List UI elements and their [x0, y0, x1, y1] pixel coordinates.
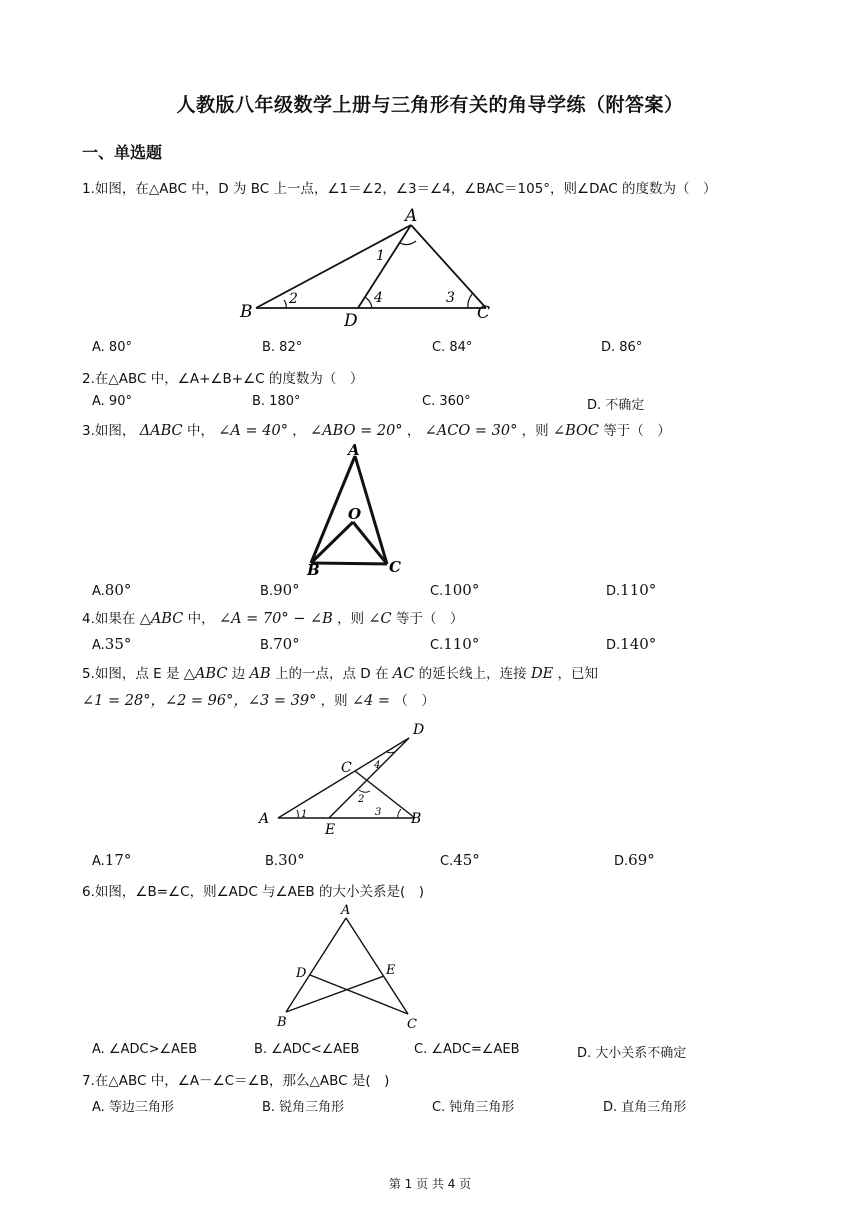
- fig1-label-4: 4: [374, 290, 383, 306]
- fig1-label-3: 3: [446, 290, 455, 306]
- q3-option-value: 90°: [273, 581, 300, 599]
- q3-stem-math: ∠ACO = 30°: [424, 423, 518, 439]
- fig5-label-2: 2: [358, 794, 365, 805]
- q5-option-letter: A.: [92, 854, 105, 869]
- q4-stem-math: ∠C: [368, 611, 392, 627]
- question-5-stem: [82, 662, 598, 682]
- page-footer: 第 1 页 共 4 页: [388, 1177, 472, 1191]
- fig5-label-3: 3: [375, 807, 382, 818]
- q6-option-c[interactable]: C. ∠ADC=∠AEB: [414, 1042, 520, 1057]
- fig1-label-a: A: [405, 206, 418, 226]
- q3-stem-part: 3.如图，: [82, 423, 136, 439]
- fig1-label-b: B: [240, 302, 253, 322]
- question-4-stem: [82, 607, 463, 627]
- q3-option-d[interactable]: [606, 581, 656, 599]
- fig1-label-d: D: [344, 311, 358, 330]
- q3-stem-math: ∠ABO = 20°: [310, 423, 403, 439]
- q4-stem-part: 4.如果在: [82, 611, 136, 627]
- q4-stem-math: ∠A = 70° − ∠B: [218, 611, 333, 627]
- q3-stem-part: ，: [292, 423, 306, 439]
- q3-option-letter: D.: [606, 584, 621, 599]
- q4-option-value: 110°: [443, 635, 480, 653]
- q5-option-c[interactable]: [440, 851, 480, 869]
- q5-stem-part: （ ）: [394, 693, 435, 709]
- q3-stem-math: ∠A = 40°: [218, 423, 288, 439]
- q7-option-b[interactable]: B. 锐角三角形: [262, 1100, 345, 1115]
- q3-option-c[interactable]: [430, 581, 479, 599]
- question-5-stem-line-2: [82, 689, 435, 710]
- fig1-label-2: 2: [289, 291, 298, 307]
- q3-option-letter: B.: [260, 584, 274, 599]
- q4-option-letter: B.: [260, 638, 274, 653]
- q4-option-a[interactable]: [92, 635, 131, 653]
- q5-option-value: 17°: [104, 851, 132, 869]
- q4-option-d[interactable]: [606, 635, 656, 653]
- q5-stem-math: ∠4 =: [351, 693, 391, 709]
- fig3-label-b: B: [307, 561, 320, 577]
- q3-option-a[interactable]: [92, 581, 131, 599]
- q3-option-value: 110°: [620, 581, 657, 599]
- page-title: 人教版八年级数学上册与三角形有关的角导学练（附答案）: [176, 94, 684, 116]
- q5-stem-math: △ABC: [183, 666, 228, 682]
- q7-option-c[interactable]: C. 钝角三角形: [432, 1100, 515, 1115]
- q5-option-b[interactable]: [265, 851, 305, 869]
- q3-stem-part: 中，: [186, 423, 214, 439]
- q2-option-b[interactable]: B. 180°: [252, 394, 301, 409]
- fig5-label-c: C: [341, 760, 352, 776]
- fig5-label-a: A: [259, 811, 270, 827]
- q4-stem-part: 中，: [187, 611, 215, 627]
- q4-option-letter: D.: [606, 638, 621, 653]
- q1-option-b[interactable]: B. 82°: [262, 340, 303, 355]
- q3-option-b[interactable]: [260, 581, 300, 599]
- q5-option-value: 45°: [453, 851, 480, 869]
- q3-stem-math: ΔABC: [139, 423, 183, 439]
- fig5-label-b: B: [411, 811, 422, 827]
- q5-stem-math: AB: [249, 666, 271, 682]
- fig1-label-c: C: [477, 303, 491, 323]
- q4-option-value: 35°: [104, 635, 132, 653]
- question-1-stem: 1.如图，在△ABC 中，D 为 BC 上一点，∠1＝∠2，∠3＝∠4，∠BAC＝105°，则∠DAC 的度数为（ ）: [82, 181, 717, 197]
- q5-option-a[interactable]: [92, 851, 131, 869]
- q4-option-letter: A.: [92, 638, 105, 653]
- q1-option-d[interactable]: D. 86°: [601, 340, 643, 355]
- fig6-label-e: E: [386, 963, 396, 978]
- q3-option-letter: A.: [92, 584, 105, 599]
- q3-option-value: 80°: [104, 581, 132, 599]
- q3-stem-part: 等于（ ）: [603, 423, 671, 439]
- q3-stem-math: ∠BOC: [552, 423, 599, 439]
- fig5-label-d: D: [413, 722, 425, 738]
- q2-option-a[interactable]: A. 90°: [92, 394, 132, 409]
- q5-option-value: 69°: [628, 851, 655, 869]
- q2-option-c[interactable]: C. 360°: [422, 394, 471, 409]
- q2-option-d[interactable]: D. 不确定: [587, 398, 645, 413]
- q5-stem-math: DE: [530, 666, 554, 682]
- figure-q1: [236, 205, 506, 330]
- fig5-label-1: 1: [301, 809, 308, 820]
- q5-stem-math: AC: [392, 666, 415, 682]
- q3-stem-part: ，则: [521, 423, 549, 439]
- q4-stem-part: ，则: [337, 611, 365, 627]
- q1-option-a[interactable]: A. 80°: [92, 340, 132, 355]
- fig3-label-o: O: [348, 505, 362, 523]
- q4-option-value: 70°: [273, 635, 300, 653]
- q5-stem-part: 边: [231, 666, 246, 682]
- q5-option-letter: C.: [440, 854, 454, 869]
- question-2-stem: 2.在△ABC 中，∠A+∠B+∠C 的度数为（ ）: [82, 371, 364, 387]
- q5-stem-part: ，已知: [557, 666, 598, 682]
- q3-stem-part: ，: [406, 423, 421, 439]
- q5-stem-part: 5.如图，点 E 是: [82, 666, 180, 682]
- q5-option-letter: D.: [614, 854, 629, 869]
- question-3-stem: [82, 419, 671, 439]
- q5-stem-part: ，则: [320, 693, 348, 709]
- q5-option-value: 30°: [278, 851, 305, 869]
- q5-option-d[interactable]: [614, 851, 655, 869]
- q6-option-d[interactable]: D. 大小关系不确定: [577, 1046, 687, 1061]
- q4-option-b[interactable]: [260, 635, 300, 653]
- q6-option-a[interactable]: A. ∠ADC>∠AEB: [92, 1042, 198, 1057]
- q4-option-value: 140°: [620, 635, 657, 653]
- fig6-label-c: C: [407, 1017, 417, 1032]
- question-6-stem: 6.如图，∠B=∠C，则∠ADC 与∠AEB 的大小关系是( ): [82, 884, 424, 900]
- fig5-label-e: E: [325, 822, 336, 838]
- q4-option-c[interactable]: [430, 635, 479, 653]
- q3-option-letter: C.: [430, 584, 444, 599]
- fig6-label-b: B: [277, 1015, 287, 1030]
- fig3-label-c: C: [389, 558, 401, 576]
- q5-stem-math: ∠1 = 28°，∠2 = 96°，∠3 = 39°: [82, 693, 317, 709]
- figure-q5: [255, 718, 435, 840]
- q5-stem-part: 的延长线上，连接: [418, 666, 527, 682]
- figure-q3: [295, 442, 415, 577]
- q5-stem-part: 上的一点，点 D 在: [274, 666, 389, 682]
- q3-option-value: 100°: [443, 581, 480, 599]
- q5-option-letter: B.: [265, 854, 279, 869]
- fig1-label-1: 1: [376, 248, 385, 264]
- q6-option-b[interactable]: B. ∠ADC<∠AEB: [254, 1042, 360, 1057]
- fig3-label-a: A: [348, 442, 360, 459]
- fig5-label-4: 4: [374, 760, 381, 771]
- fig6-label-d: D: [296, 966, 307, 981]
- fig6-label-a: A: [341, 903, 351, 918]
- q4-option-letter: C.: [430, 638, 444, 653]
- q7-option-a[interactable]: A. 等边三角形: [92, 1100, 174, 1115]
- q4-stem-part: 等于（ ）: [395, 611, 464, 627]
- question-7-stem: 7.在△ABC 中，∠A－∠C＝∠B，那么△ABC 是( ): [82, 1073, 390, 1089]
- section-title: 一、单选题: [82, 143, 163, 162]
- q1-option-c[interactable]: C. 84°: [432, 340, 473, 355]
- q4-stem-math: △ABC: [139, 611, 184, 627]
- q7-option-d[interactable]: D. 直角三角形: [603, 1100, 687, 1115]
- figure-q6: [270, 902, 430, 1034]
